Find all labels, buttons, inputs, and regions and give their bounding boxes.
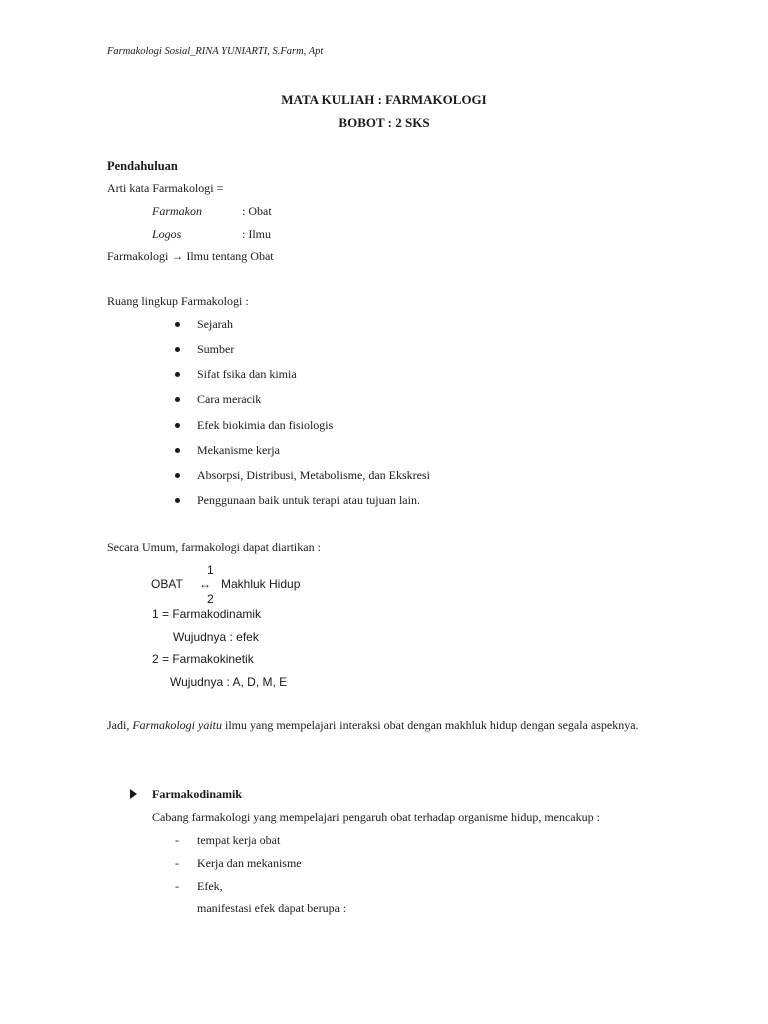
dash-marker: - [175,833,179,847]
meaning-farmakon: : Obat [242,204,272,218]
page-header: Farmakologi Sosial_RINA YUNIARTI, S.Farm, Apt [107,46,324,57]
farmakodinamik-desc: Cabang farmakologi yang mempelajari pengaruh obat terhadap organisme hidup, mencakup : [152,810,600,824]
farmakodinamik-item: Efek, [197,879,223,893]
dash-marker: - [175,879,179,893]
scope-item: Cara meracik [197,392,262,406]
relation-makhluk: Makhluk Hidup [221,577,301,591]
bullet-icon [175,423,180,428]
scope-item: Sumber [197,342,235,356]
bullet-icon [175,473,180,478]
relation-obat: OBAT [151,577,183,591]
document-title: MATA KULIAH : FARMAKOLOGI [281,92,487,107]
term-logos: Logos [152,227,182,241]
farmakodinamik-item: tempat kerja obat [197,833,281,847]
scope-item: Mekanisme kerja [197,443,280,457]
farmakodinamik-item: Kerja dan mekanisme [197,856,302,870]
intro-arti: Arti kata Farmakologi = [107,181,224,195]
conclusion-paragraph [107,714,661,737]
conclusion-italic: Farmakologi yaitu [132,718,222,732]
arrow-bullet-icon [130,789,137,799]
conclusion-rest: ilmu yang mempelajari interaksi obat dengan makhluk hidup dengan segala aspeknya. [222,718,639,732]
farmakodinamik-heading: Farmakodinamik [152,787,243,801]
conclusion-prefix: Jadi, [107,718,133,732]
bullet-icon [175,322,180,327]
document-subtitle: BOBOT : 2 SKS [338,115,430,130]
bullet-icon [175,397,180,402]
bullet-icon [175,498,180,503]
term-farmakon: Farmakon [152,204,202,218]
dash-marker: - [175,856,179,870]
bullet-icon [175,347,180,352]
scope-heading: Ruang lingkup Farmakologi : [107,294,249,308]
bullet-icon [175,372,180,377]
scope-item: Absorpsi, Distribusi, Metabolisme, dan Ekskresi [197,468,430,482]
farmakodinamik-note: manifestasi efek dapat berupa : [197,901,347,915]
scope-item: Sifat fsika dan kimia [197,367,297,381]
intro-definition: Farmakologi → Ilmu tentang Obat [107,249,274,263]
scope-item: Efek biokimia dan fisiologis [197,418,334,432]
scope-item: Sejarah [197,317,233,331]
bullet-icon [175,448,180,453]
general-wujud-2: Wujudnya : A, D, M, E [170,675,288,689]
relation-bottom-number: 2 [207,592,214,606]
general-wujud-1: Wujudnya : efek [173,630,259,644]
double-arrow-icon: ↔ [199,577,211,591]
relation-top-number: 1 [207,563,214,577]
meaning-logos: : Ilmu [242,227,271,241]
intro-heading: Pendahuluan [107,159,178,173]
general-def-2: 2 = Farmakokinetik [152,652,254,666]
general-def-1: 1 = Farmakodinamik [152,607,262,621]
scope-item: Penggunaan baik untuk terapi atau tujuan lain. [197,493,420,507]
general-heading: Secara Umum, farmakologi dapat diartikan : [107,540,321,554]
